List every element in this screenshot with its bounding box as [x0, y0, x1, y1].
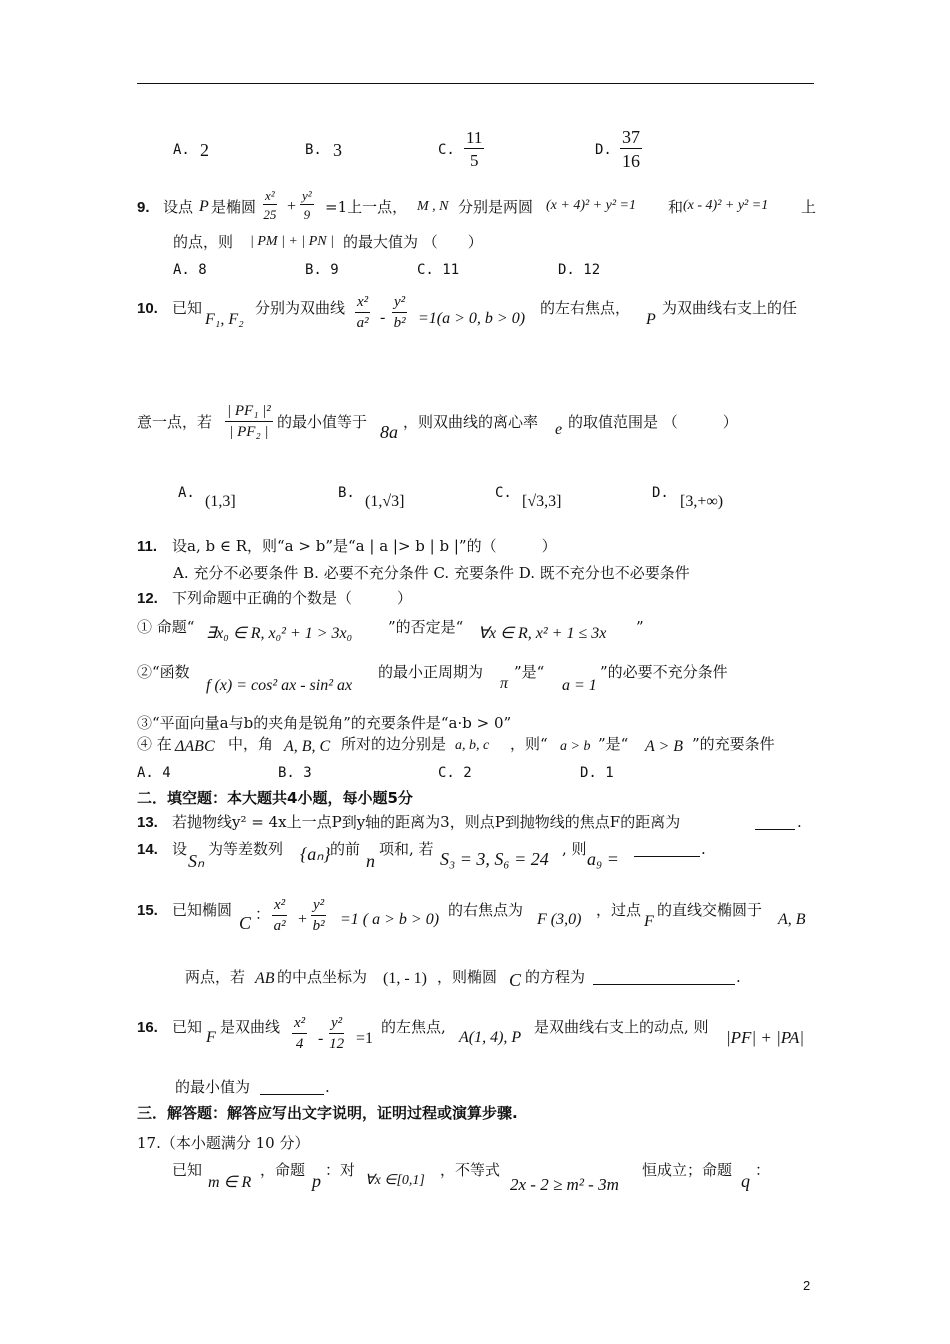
q10-text: 的最小值等于 [277, 413, 368, 431]
q9-circle-1: (x + 4)² + y² =1 [546, 198, 636, 213]
q15-text: 的方程为 [525, 968, 586, 986]
q10-text: 意一点，若 [137, 413, 213, 431]
q15-text: 的右焦点为 [448, 901, 524, 919]
q10-option-a-label: A. [178, 485, 195, 501]
q10-point-p: P [646, 311, 656, 328]
q12-statement-4: ”是“ [598, 735, 629, 753]
q15-text: 的中点坐标为 [277, 968, 368, 986]
q8-option-d-fraction: $\frac{37}{16}$ [622, 127, 640, 171]
q14-n: n [366, 851, 375, 871]
q16-text: 的左焦点, [381, 1018, 446, 1036]
q10-fraction-y: $\frac{\text{y²}}{\text{b²}}$ [393, 294, 406, 331]
q15-ellipse-c: C [239, 913, 252, 933]
q9-fraction-y: $\frac{\text{y²}}{9}$ [302, 188, 312, 222]
q14-text: 为等差数列 [208, 840, 284, 858]
q17-proposition-q: q [741, 1171, 750, 1191]
q17-domain: ∀x ∈[0,1] [365, 1173, 425, 1188]
q9-option-c: C. 11 [417, 262, 460, 278]
q15-ellipse-c-2: C [509, 970, 522, 990]
q17-m-in-r: m ∈ R [208, 1174, 252, 1191]
q17-text: 已知 [172, 1161, 203, 1179]
q9-expression: | PM | + | PN | [250, 234, 334, 249]
header-rule [137, 83, 814, 84]
q9-point-p: P [199, 198, 209, 215]
q11-options: A. 充分不必要条件 B. 必要不充分条件 C. 充要条件 D. 既不充分也不必要条件 [173, 564, 690, 582]
q10-number: 10. [137, 300, 158, 317]
q15-text: 已知椭圆 [172, 901, 233, 919]
q10-text: ，则双曲线的离心率 [403, 413, 539, 431]
q10-equation-condition: =1(a > 0, b > 0) [418, 310, 526, 327]
q9-text: 上 [801, 198, 817, 216]
q10-option-d-label: D. [652, 485, 669, 501]
q15-colon: ： [255, 905, 271, 923]
q16-minus: - [318, 1030, 324, 1047]
q13-end: . [797, 813, 802, 831]
q12-statement-1: ” [636, 618, 644, 636]
q12-statement-2-pi: π [500, 675, 509, 692]
q16-text: 是双曲线右支上的动点, 则 [534, 1018, 709, 1036]
q16-point-f: F [206, 1029, 216, 1046]
q16-text: 是双曲线 [220, 1018, 281, 1036]
q15-text: 两点，若 [185, 968, 246, 986]
q15-end: . [736, 968, 741, 986]
section-2-heading: 二．填空题：本大题共4小题，每小题5分 [137, 789, 413, 807]
q12-option-b: B. 3 [278, 765, 312, 781]
q15-text: ，则椭圆 [437, 968, 498, 986]
q9-text: 的最大值为 （ ） [343, 233, 483, 251]
q10-option-d-value: [3,+∞) [680, 493, 724, 510]
q15-focus: F (3,0) [537, 911, 582, 928]
q9-text: 分别是两圆 [458, 198, 534, 216]
q14-text: 项和, 若 [379, 840, 434, 858]
q17-heading: 17.（本小题满分 10 分） [137, 1134, 310, 1152]
q10-option-b-value: (1,√3] [365, 493, 405, 510]
q12-statement-4-triangle: ΔABC [175, 738, 215, 755]
q10-fraction-x: $\frac{\text{x²}}{\text{a²}}$ [356, 294, 369, 331]
q8-option-a-value: 2 [200, 140, 209, 160]
q10-minus: - [380, 309, 386, 326]
q8-option-a-label: A. [173, 142, 190, 158]
q14-sn: Sₙ [188, 851, 205, 871]
q12-statement-4-sides: a, b, c [455, 738, 490, 753]
q12-statement-1: ① 命题“ [137, 618, 195, 636]
q9-text: 设点 [163, 198, 194, 216]
q12-statement-1: ”的否定是“ [388, 618, 464, 636]
q9-circle-2: (x - 4)² + y² =1 [683, 198, 769, 213]
q15-points-ab: A, B [778, 911, 806, 928]
q10-text: 为双曲线右支上的任 [662, 299, 798, 317]
page-number: 2 [803, 1278, 811, 1293]
q12-statement-4: ”的充要条件 [692, 735, 775, 753]
q12-statement-1-negation: ∀x ∈ R, x² + 1 ≤ 3x [478, 625, 607, 642]
q17-proposition-p: p [312, 1171, 321, 1191]
q13-text: 若抛物线y² = 4x上一点P到y轴的距离为3，则点P到抛物线的焦点F的距离为 [172, 813, 681, 831]
q9-text: 是椭圆 [211, 198, 257, 216]
q8-option-c-fraction: $\frac{11}{5}$ [466, 128, 483, 170]
q13-answer-blank [755, 815, 795, 833]
q12-statement-4-angles-relation: A > B [645, 738, 684, 755]
q10-ratio-fraction: $\frac{\text{| PF₁ |²}}{\text{| PF₂ |}}$ [227, 403, 271, 440]
q9-text: =1上一点， [325, 198, 408, 216]
q8-option-c-label: C. [438, 142, 455, 158]
q10-option-b-label: B. [338, 485, 355, 501]
q10-text: 的左右焦点， [540, 299, 631, 317]
q11-text: 设a, b ∈ R，则“a > b”是“a | a |> b | b |”的（ ） [172, 537, 557, 555]
q12-statement-4: 所对的边分别是 [341, 735, 447, 753]
q17-text: ，命题 [260, 1161, 306, 1179]
q12-option-c: C. 2 [438, 765, 472, 781]
q11-number: 11. [137, 538, 158, 555]
q10-option-c-label: C. [495, 485, 512, 501]
q17-inequality: 2x - 2 ≥ m² - 3m [510, 1175, 619, 1194]
q16-text: 的最小值为 [175, 1078, 251, 1096]
q16-expression: |PF| + |PA| [726, 1028, 805, 1047]
q12-text: 下列命题中正确的个数是（ ） [172, 589, 413, 607]
q9-number: 9. [137, 199, 150, 216]
q12-statement-4: 中，角 [228, 735, 274, 753]
q12-statement-4-sides-relation: a > b [560, 739, 591, 754]
q17-text: ： [755, 1161, 771, 1179]
q12-statement-2: 的最小正周期为 [378, 663, 484, 681]
q12-statement-2: ”是“ [514, 663, 545, 681]
q12-statement-2-function: f (x) = cos² ax - sin² ax [206, 677, 353, 694]
q14-text: 设 [172, 840, 188, 858]
q16-fraction-x: $\frac{\text{x²}}{4}$ [294, 1015, 306, 1052]
q12-statement-4-angles: A, B, C [284, 738, 331, 755]
q15-answer-blank [593, 970, 735, 988]
q14-a9: a₉ = [587, 849, 619, 869]
q9-plus: + [287, 198, 297, 215]
q14-answer-blank [634, 842, 700, 860]
q15-midpoint: (1, - 1) [383, 970, 427, 987]
q10-text: 已知 [172, 299, 203, 317]
q12-statement-4: ，则“ [510, 735, 548, 753]
q9-option-b: B. 9 [305, 262, 339, 278]
q10-text: 分别为双曲线 [255, 299, 346, 317]
q12-option-d: D. 1 [580, 765, 614, 781]
q12-statement-2-condition: a = 1 [562, 677, 597, 694]
q9-fraction-x: $\frac{\text{x²}}{25}$ [263, 188, 277, 222]
q16-number: 16. [137, 1019, 158, 1036]
q9-text: 和 [668, 198, 684, 216]
q9-text: 的点，则 [173, 233, 234, 251]
q16-fraction-y: $\frac{\text{y²}}{12}$ [329, 1015, 345, 1052]
q15-text: 的直线交椭圆于 [657, 901, 763, 919]
q12-statement-2: ”的必要不充分条件 [600, 663, 728, 681]
q8-option-b-label: B. [305, 142, 322, 158]
q14-end: . [701, 840, 706, 858]
q15-fraction-x: $\frac{\text{x²}}{\text{a²}}$ [273, 897, 286, 934]
q14-an: {aₙ} [300, 844, 331, 864]
q9-option-d: D. 12 [558, 262, 601, 278]
q16-equals-one: =1 [356, 1030, 374, 1047]
q16-end: . [325, 1078, 330, 1096]
q15-number: 15. [137, 902, 158, 919]
q15-text: ，过点 [596, 901, 642, 919]
q12-option-a: A. 4 [137, 765, 171, 781]
q9-option-a: A. 8 [173, 262, 207, 278]
q10-foci: F₁, F₂ [205, 311, 244, 328]
q16-points: A(1, 4), P [459, 1029, 522, 1046]
q12-statement-4: ④ 在 [137, 735, 172, 753]
q15-segment-ab: AB [255, 970, 275, 987]
q15-equation-condition: =1 ( a > b > 0) [340, 911, 440, 928]
q14-text: , 则 [562, 840, 587, 858]
q14-text: 的前 [330, 840, 361, 858]
q15-fraction-y: $\frac{\text{y²}}{\text{b²}}$ [312, 897, 325, 934]
q12-statement-1-math: ∃x₀ ∈ R, x₀² + 1 > 3x₀ [206, 625, 353, 642]
q9-points-mn: M , N [417, 199, 449, 214]
q12-number: 12. [137, 590, 158, 607]
q15-plus: + [298, 911, 308, 928]
q10-value-8a: 8a [380, 422, 398, 442]
q14-condition: S₃ = 3, S₆ = 24 [440, 849, 549, 869]
q13-number: 13. [137, 814, 158, 831]
q16-answer-blank [260, 1080, 324, 1098]
q17-text: ，不等式 [440, 1161, 501, 1179]
q12-statement-3: ③“平面向量a与b的夹角是锐角”的充要条件是“a·b > 0” [137, 714, 512, 732]
q15-point-f: F [644, 913, 654, 930]
q10-text: 的取值范围是 （ ） [568, 413, 738, 431]
q12-statement-2: ②“函数 [137, 663, 190, 681]
q10-eccentricity-e: e [555, 421, 563, 438]
q8-option-b-value: 3 [333, 140, 342, 160]
q10-option-a-value: (1,3] [205, 493, 236, 510]
q17-text: ：对 [325, 1161, 356, 1179]
q16-text: 已知 [172, 1018, 203, 1036]
q17-text: 恒成立；命题 [642, 1161, 733, 1179]
q8-option-d-label: D. [595, 142, 612, 158]
q14-number: 14. [137, 841, 158, 858]
section-3-heading: 三．解答题：解答应写出文字说明，证明过程或演算步骤. [137, 1104, 518, 1122]
q10-option-c-value: [√3,3] [522, 493, 562, 510]
